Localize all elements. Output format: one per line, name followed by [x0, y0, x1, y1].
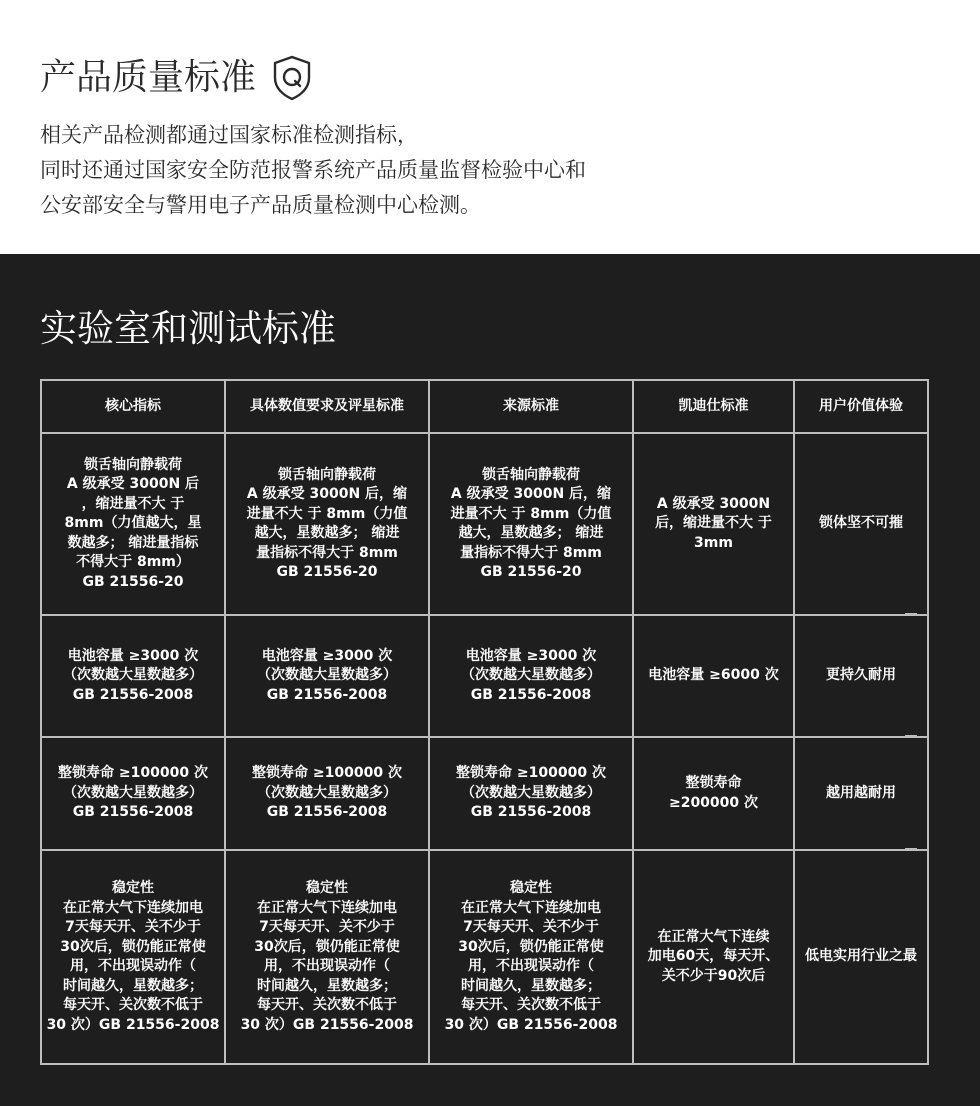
table-cell: 电池容量 ≥6000 次 [633, 615, 794, 737]
table-cell: 在正常大气下连续 加电60天，每天开、 关不少于90次后 [633, 850, 794, 1064]
table-cell: 稳定性 在正常大气下连续加电 7天每天开、关不少于 30次后，锁仍能正常使 用，不出现误动作（ 时间越久，星数越多； 每天开、关次数不低于 30 次）GB 21556-2008 [429, 850, 633, 1064]
row-divider-tick [905, 848, 917, 850]
lab-section [0, 254, 980, 1106]
table-cell: 电池容量 ≥3000 次 （次数越大星数越多） GB 21556-2008 [41, 615, 225, 737]
table-cell: 锁舌轴向静载荷 A 级承受 3000N 后 ，缩进量不大 于 8mm（力值越大，星 数越多； 缩进量指标 不得大于 8mm） GB 21556-20 [41, 433, 225, 615]
quality-title: 产品质量标准 [40, 57, 257, 98]
table-cell: A 级承受 3000N 后，缩进量不大 于 3mm [633, 433, 794, 615]
lab-title: 实验室和测试标准 [40, 307, 336, 350]
table-cell: 更持久耐用 [794, 615, 928, 737]
standards-table [40, 379, 929, 1065]
row-divider-tick [905, 613, 917, 615]
quality-heading [40, 54, 314, 102]
header-core-index: 核心指标 [41, 380, 225, 433]
quality-line: 公安部安全与警用电子产品质量检测中心检测。 [40, 193, 481, 217]
table-cell: 锁舌轴向静载荷 A 级承受 3000N 后，缩 进量不大 于 8mm（力值 越大，星数越多； 缩进 量指标不得大于 8mm GB 21556-20 [225, 433, 429, 615]
header-kaadas-standard: 凯迪仕标准 [633, 380, 794, 433]
table-cell: 整锁寿命 ≥100000 次 （次数越大星数越多） GB 21556-2008 [429, 737, 633, 850]
table-cell: 整锁寿命 ≥100000 次 （次数越大星数越多） GB 21556-2008 [41, 737, 225, 850]
table-header-row [41, 380, 928, 433]
quality-line: 相关产品检测都通过国家标准检测指标， [40, 123, 418, 147]
header-source-standard: 来源标准 [429, 380, 633, 433]
quality-section [0, 0, 980, 254]
row-divider-tick [905, 735, 917, 737]
table-cell: 越用越耐用 [794, 737, 928, 850]
table-cell: 整锁寿命 ≥200000 次 [633, 737, 794, 850]
shield-q-icon [270, 54, 314, 102]
table-row [41, 433, 928, 615]
table-cell: 整锁寿命 ≥100000 次 （次数越大星数越多） GB 21556-2008 [225, 737, 429, 850]
table-cell: 低电实用行业之最 [794, 850, 928, 1064]
header-requirements: 具体数值要求及评星标准 [225, 380, 429, 433]
header-user-value: 用户价值体验 [794, 380, 928, 433]
table-cell: 锁舌轴向静载荷 A 级承受 3000N 后，缩 进量不大 于 8mm（力值 越大，星数越多； 缩进 量指标不得大于 8mm GB 21556-20 [429, 433, 633, 615]
table-cell: 电池容量 ≥3000 次 （次数越大星数越多） GB 21556-2008 [429, 615, 633, 737]
table-row [41, 850, 928, 1064]
quality-description [40, 118, 940, 223]
table-cell: 稳定性 在正常大气下连续加电 7天每天开、关不少于 30次后，锁仍能正常使 用，不出现误动作（ 时间越久，星数越多； 每天开、关次数不低于 30 次）GB 21556-2008 [41, 850, 225, 1064]
table-cell: 锁体坚不可摧 [794, 433, 928, 615]
table-row [41, 615, 928, 737]
table-cell: 电池容量 ≥3000 次 （次数越大星数越多） GB 21556-2008 [225, 615, 429, 737]
table-cell: 稳定性 在正常大气下连续加电 7天每天开、关不少于 30次后，锁仍能正常使 用，不出现误动作（ 时间越久，星数越多； 每天开、关次数不低于 30 次）GB 21556-2008 [225, 850, 429, 1064]
quality-line: 同时还通过国家安全防范报警系统产品质量监督检验中心和 [40, 158, 586, 182]
table-row [41, 737, 928, 850]
